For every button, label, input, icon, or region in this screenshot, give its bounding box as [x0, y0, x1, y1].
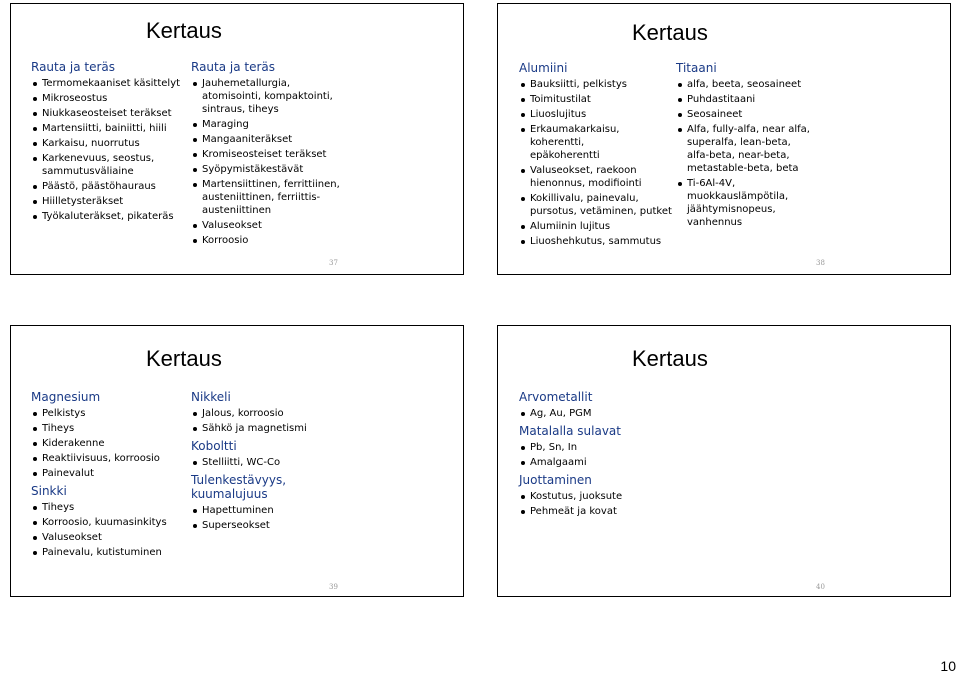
slide-title: Kertaus: [632, 346, 708, 371]
slide-number: 39: [329, 583, 338, 591]
list-item: Liuoshehkutus, sammutus: [519, 235, 669, 248]
bullet-list: [191, 456, 351, 469]
list-item: Korroosio: [191, 234, 351, 247]
right-column: [676, 61, 816, 231]
bullet-list: [31, 501, 191, 559]
left-column: [519, 390, 679, 520]
list-item: Kokillivalu, painevalu, pursotus, vetäminen, putket: [519, 192, 680, 218]
list-item: Tiheys: [31, 422, 191, 435]
section-heading: Matalalla sulavat: [519, 424, 621, 438]
slide-title: Kertaus: [146, 18, 222, 43]
bullet-list: [519, 441, 679, 469]
slide-39: [10, 325, 464, 597]
list-item: Mikroseostus: [31, 92, 191, 105]
slide-title: Kertaus: [146, 346, 222, 371]
list-item: Pb, Sn, In: [519, 441, 679, 454]
list-item: Työkaluteräkset, pikateräs: [31, 210, 191, 223]
list-item: Kiderakenne: [31, 437, 191, 450]
section-heading: Arvometallit: [519, 390, 593, 404]
section-heading: Magnesium: [31, 390, 101, 404]
list-item: Mangaaniteräkset: [191, 133, 351, 146]
list-item: Stelliitti, WC-Co: [191, 456, 351, 469]
bullet-list: [191, 504, 351, 532]
slide-number: 40: [816, 583, 825, 591]
left-column: [31, 60, 191, 225]
list-item: Termomekaaniset käsittelyt: [31, 77, 191, 90]
slide-38: [497, 3, 951, 275]
list-item: Puhdastitaani: [676, 93, 816, 106]
right-column: [191, 390, 351, 534]
list-item: Kostutus, juoksute: [519, 490, 679, 503]
section-heading: Sinkki: [31, 484, 67, 498]
list-item: Painevalut: [31, 467, 191, 480]
list-item: Pelkistys: [31, 407, 191, 420]
list-item: Superseokset: [191, 519, 351, 532]
left-column: [31, 390, 191, 561]
list-item: Pehmeät ja kovat: [519, 505, 679, 518]
list-item: Amalgaami: [519, 456, 679, 469]
list-item: Jalous, korroosio: [191, 407, 351, 420]
section-heading: Rauta ja teräs: [191, 60, 276, 74]
list-item: Niukkaseosteiset teräkset: [31, 107, 191, 120]
list-item: Reaktiivisuus, korroosio: [31, 452, 191, 465]
section-heading: Titaani: [676, 61, 717, 75]
list-item: Martensiittinen, ferrittiinen, austeniittinen, ferriittis-austeniittinen: [191, 178, 342, 217]
list-item: Seosaineet: [676, 108, 816, 121]
section-heading: Nikkeli: [191, 390, 231, 404]
list-item: Alumiinin lujitus: [519, 220, 669, 233]
list-item: Syöpymistäkestävät: [191, 163, 351, 176]
list-item: Päästö, päästöhauraus: [31, 180, 191, 193]
list-item: Martensiitti, bainiitti, hiili: [31, 122, 191, 135]
slide-number: 38: [816, 259, 825, 267]
list-item: Alfa, fully-alfa, near alfa, superalfa, lean-beta, alfa-beta, near-beta, metastable-beta, beta: [676, 123, 812, 175]
list-item: Maraging: [191, 118, 351, 131]
slide-number: 37: [329, 259, 338, 267]
list-item: Sähkö ja magnetismi: [191, 422, 351, 435]
bullet-list: [519, 407, 679, 420]
list-item: Ag, Au, PGM: [519, 407, 679, 420]
list-item: Valuseokset: [191, 219, 351, 232]
list-item: Jauhemetallurgia, atomisointi, kompaktointi, sintraus, tiheys: [191, 77, 351, 116]
left-column: [519, 61, 672, 250]
list-item: Hapettuminen: [191, 504, 351, 517]
bullet-list: [676, 78, 816, 229]
section-heading: Tulenkestävyys, kuumalujuus: [191, 473, 287, 501]
list-item: Korroosio, kuumasinkitys: [31, 516, 191, 529]
bullet-list: [31, 407, 191, 480]
bullet-list: [191, 407, 351, 435]
bullet-list: [519, 78, 672, 248]
slide-title: Kertaus: [632, 20, 708, 45]
list-item: Kromiseosteiset teräkset: [191, 148, 351, 161]
list-item: Toimitustilat: [519, 93, 669, 106]
list-item: Valuseokset, raekoon hienonnus, modifiointi: [519, 164, 655, 190]
bullet-list: [519, 490, 679, 518]
bullet-list: [31, 77, 191, 223]
section-heading: Juottaminen: [519, 473, 592, 487]
right-column: [191, 60, 351, 249]
list-item: Ti-6Al-4V, muokkauslämpötila, jäähtymisnopeus, vanhennus: [676, 177, 797, 229]
slide-40: [497, 325, 951, 597]
list-item: Painevalu, kutistuminen: [31, 546, 191, 559]
list-item: Liuoslujitus: [519, 108, 669, 121]
list-item: alfa, beeta, seosaineet: [676, 78, 816, 91]
page-number: 10: [940, 658, 956, 674]
list-item: Karkaisu, nuorrutus: [31, 137, 191, 150]
section-heading: Koboltti: [191, 439, 237, 453]
list-item: Hiilletysteräkset: [31, 195, 191, 208]
list-item: Tiheys: [31, 501, 191, 514]
list-item: Bauksiitti, pelkistys: [519, 78, 669, 91]
section-heading: Alumiini: [519, 61, 568, 75]
section-heading: Rauta ja teräs: [31, 60, 116, 74]
list-item: Valuseokset: [31, 531, 191, 544]
list-item: Erkaumakarkaisu, koherentti, epäkoherentti: [519, 123, 655, 162]
slide-37: [10, 3, 464, 275]
list-item: Karkenevuus, seostus, sammutusväliaine: [31, 152, 162, 178]
bullet-list: [191, 77, 351, 247]
